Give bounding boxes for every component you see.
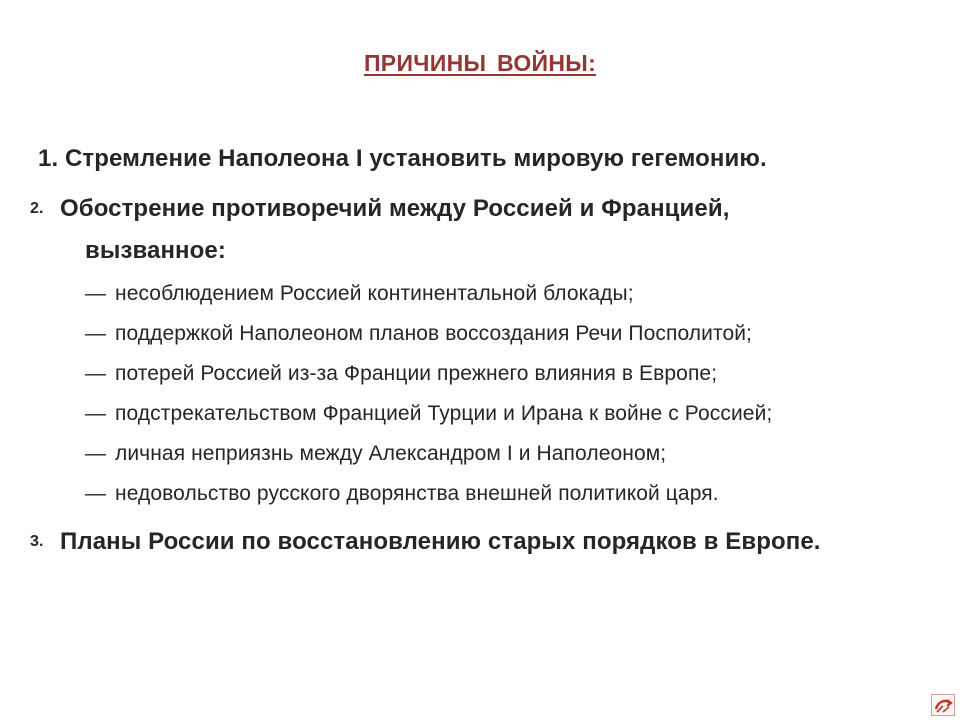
sub-item-text: личная неприязнь между Александром I и Наполеоном; [115,442,667,465]
cause-text: Обострение противоречий между Россией и Францией, [60,195,730,222]
sub-item [85,282,634,306]
cause-item-3 [30,528,821,556]
cause-item-2-continuation: вызванное: [85,237,226,264]
cause-number: 2. [30,200,44,217]
cause-number: 3. [30,533,44,550]
sub-item [85,442,666,466]
sub-item [85,482,719,506]
dash: — [85,482,107,505]
dash: — [85,402,107,425]
sub-item [85,402,772,426]
dash: — [85,442,107,465]
sub-item-text: поддержкой Наполеоном планов воссоздания Речи Посполитой; [115,322,752,345]
sub-item [85,322,752,346]
return-link-icon-graphic [932,695,954,715]
dash: — [85,282,107,305]
cause-text: Стремление Наполеона I установить мировую гегемонию. [65,145,767,172]
dash: — [85,322,107,345]
cause-text: Планы России по восстановлению старых порядков в Европе. [60,528,821,555]
sub-item-text: потерей Россией из-за Франции прежнего влияния в Европе; [115,362,718,385]
cause-item-1 [38,145,767,173]
dash: — [85,362,107,385]
return-link-icon[interactable] [931,694,955,716]
sub-item-text: несоблюдением Россией континентальной блокады; [115,282,634,305]
sub-item-text: подстрекательством Францией Турции и Ирана к войне с Россией; [115,402,773,425]
cause-item-2 [30,195,729,223]
slide-title: ПРИЧИНЫ ВОЙНЫ: [363,50,597,76]
sub-item-text: недовольство русского дворянства внешней политикой царя. [115,482,719,505]
cause-number: 1. [38,145,59,172]
sub-item [85,362,717,386]
